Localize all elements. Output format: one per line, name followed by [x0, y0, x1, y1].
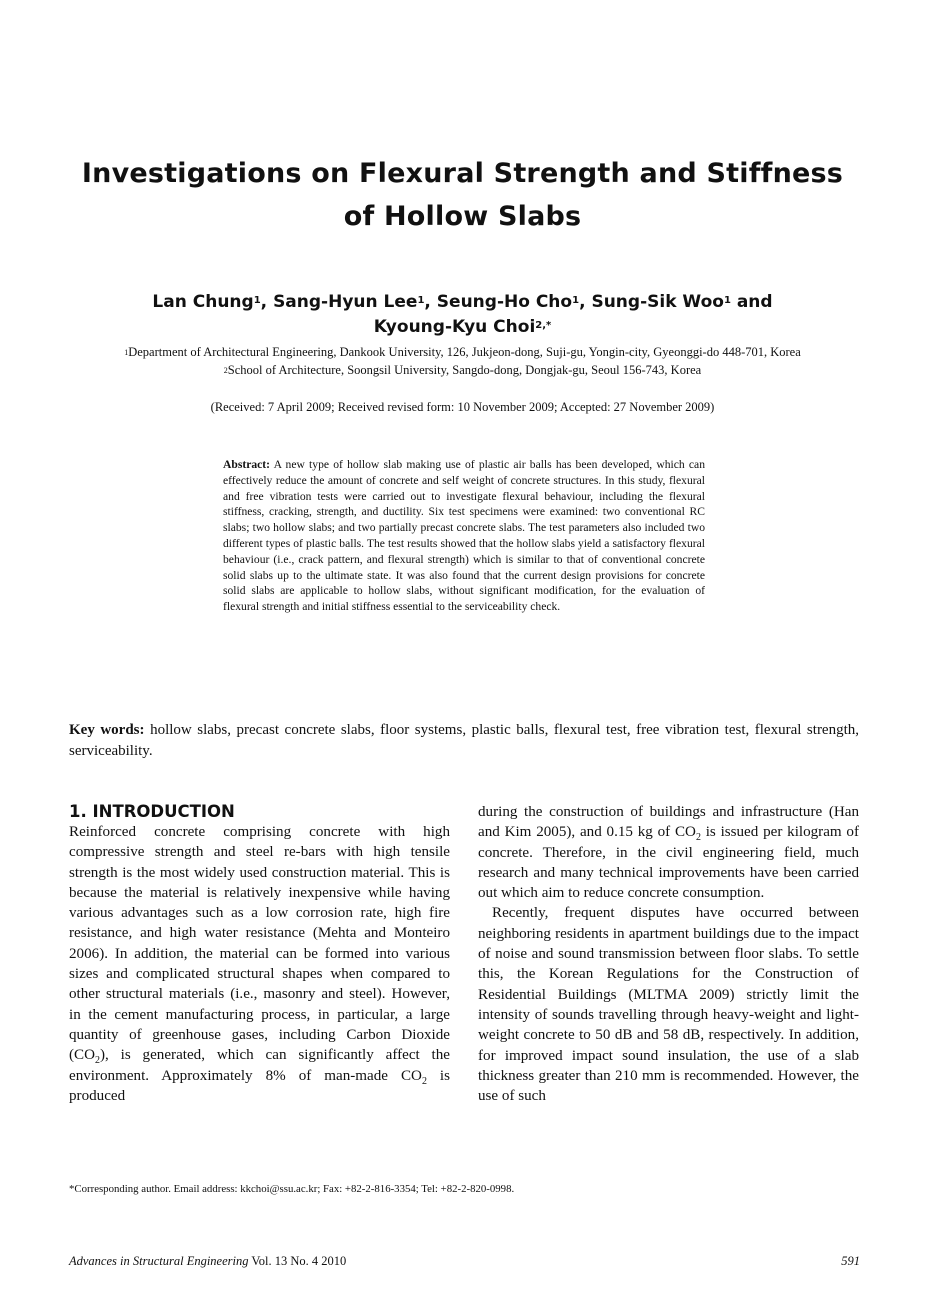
journal-name: Advances in Structural Engineering — [69, 1254, 249, 1268]
received-dates: (Received: 7 April 2009; Received revised form: 10 November 2009; Accepted: 27 November 2009) — [210, 400, 715, 414]
subscript: 2 — [695, 832, 701, 844]
affiliation-text: School of Architecture, Soongsil University, Sangdo-dong, Dongjak-gu, Seoul 156-743, Korea — [227, 363, 702, 377]
affiliation-2 — [0, 362, 925, 379]
page-number: 591 — [841, 1254, 860, 1268]
section-heading-introduction: 1. INTRODUCTION — [69, 802, 235, 821]
column-left — [69, 802, 450, 1106]
author-name: Seung-Ho Cho — [436, 292, 573, 312]
author-affiliation-mark: 1 — [253, 295, 261, 306]
paragraph: Recently, frequent disputes have occurred between neighboring residents in apartment buildings due to the impact of noise and sound transmission between floor slabs. To settle this, the Korean Regulations for the Construction of Residential Buildings (MLTMA 2009) strictly limit the intensity of sounds travelling through heavy-weight and light-weight concrete to 50 dB and 58 dB, respectively. In addition, for improved impact sound insulation, the use of a slab thickness greater than 210 mm is recommended. However, the use of such — [478, 905, 859, 1105]
paragraph-text: Reinforced concrete comprising concrete with high compressive strength and steel re-bars with high tensile strength is the most widely used construction material. This is because the material is relatively inexpensive while having various advantages such as a low corrosion rate, high fire resistance, and high water resistance (Mehta and Monteiro 2006). In addition, the material can be formed into various sizes and complicated structural shapes when compared to other structural materials (i.e., masonry and steel). However, in the cement manufacturing process, in particular, a large quantity of greenhouse gases, including Carbon Dioxide (CO — [69, 824, 450, 1064]
author-affiliation-mark: 1 — [417, 295, 425, 306]
subscript: 2 — [95, 1055, 100, 1067]
affiliation-text: Department of Architectural Engineering, Dankook University, 126, Jukjeon-dong, Suji-gu, Yongin-city, Gyeonggi-do 448-701, Korea — [128, 345, 801, 359]
author-affiliation-mark: 1 — [723, 295, 731, 306]
author-affiliation-mark: 1 — [572, 295, 580, 306]
affiliation-1 — [0, 344, 925, 361]
author-name: Sang-Hyun Lee — [273, 292, 418, 312]
author-name: Sung-Sik Woo — [591, 292, 724, 312]
page-footer — [69, 1254, 860, 1269]
paragraph — [478, 802, 859, 903]
author-name: Kyoung-Kyu Choi — [373, 317, 536, 337]
paragraph — [69, 822, 450, 1106]
paper-title — [0, 152, 925, 238]
abstract — [223, 457, 705, 615]
abstract-label: Abstract: — [223, 458, 271, 471]
author-line-1: Lan Chung$^1$, Sang-Hyun Lee$^1$, Seung-Ho Cho$^1$, Sung-Sik Woo$^1$ and — [152, 292, 773, 312]
title-line-2: of Hollow Slabs — [343, 201, 582, 232]
author-name: Lan Chung — [152, 292, 254, 312]
author-affiliation-mark: 2,* — [535, 320, 552, 331]
corresponding-author-footnote: *Corresponding author. Email address: kkchoi@ssu.ac.kr; Fax: +82-2-816-3354; Tel: +82-2-820-0998. — [69, 1183, 515, 1195]
affiliation-mark: 1 — [124, 348, 129, 357]
title-line-1: Investigations on Flexural Strength and Stiffness — [81, 158, 844, 189]
author-list — [0, 290, 925, 340]
paragraph-text: is issued per kilogram of concrete. Therefore, in the civil engineering field, much research and many technical improvements have been carried out which aim to reduce concrete consumption. — [478, 824, 859, 902]
keywords — [69, 720, 859, 762]
paragraph-text: during the construction of buildings and infrastructure (Han and Kim 2005), and 0.15 kg of CO — [478, 804, 859, 841]
journal-volume: Vol. 13 No. 4 2010 — [251, 1254, 347, 1268]
paragraph-text: ), is generated, which can significantly affect the environment. Approximately 8% of man-made CO — [69, 1047, 450, 1084]
author-line-2 — [0, 315, 925, 340]
column-right — [478, 802, 859, 1106]
keywords-label: Key words: — [69, 722, 145, 738]
author-conjunction: and — [736, 292, 773, 312]
paragraph-text: is produced — [69, 1067, 450, 1104]
keywords-text: hollow slabs, precast concrete slabs, floor systems, plastic balls, flexural test, free vibration test, flexural strength, serviceability. — [69, 722, 860, 759]
subscript: 2 — [421, 1075, 427, 1087]
affiliation-mark: 2 — [223, 366, 228, 375]
abstract-text: A new type of hollow slab making use of plastic air balls has been developed, which can effectively reduce the amount of concrete and self weight of concrete structures. In this study, flexural and free vibration tests were carried out to investigate flexural behaviour, including the flexural stiffness, cracking, strength, and ductility. Six test specimens were examined: two conventional RC slabs; two hollow slabs; and two partially precast concrete slabs. The test parameters also included two different types of plastic balls. The test results showed that the hollow slabs yield a satisfactory flexural behaviour (i.e., crack pattern, and flexural strength) which is similar to that of conventional concrete solid slabs up to the ultimate state. It was also found that the current design provisions for concrete solid slabs are applicable to hollow slabs, without significant modification, for the evaluation of flexural strength and initial stiffness essential to the serviceability check. — [223, 458, 705, 614]
